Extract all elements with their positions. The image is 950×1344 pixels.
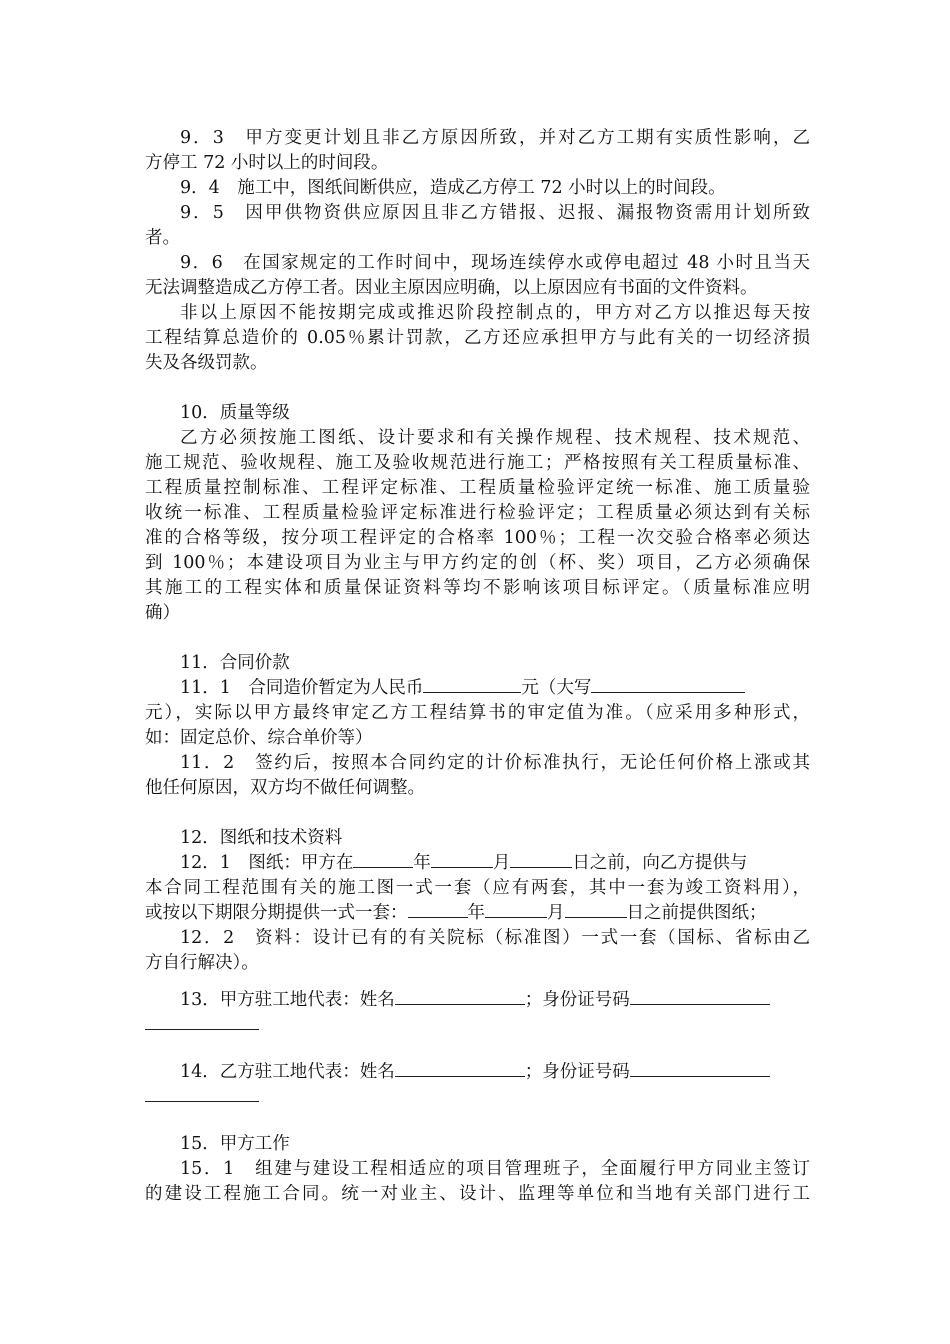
text-fragment: 年 [413,853,431,873]
text-fragment: 月 [492,853,511,873]
text-fragment: 日之前，向乙方提供与 [572,853,748,873]
text-line [180,851,810,875]
text-fragment: ；身份证号码 [524,990,630,1010]
text-fragment: 月 [547,903,565,923]
text-line [180,988,810,1012]
text-line: 方停工 72 小时以上的时间段。 [145,153,389,173]
text-line [180,676,810,700]
text-fragment: 元（大写 [521,678,592,698]
fill-in-blank [145,1013,259,1030]
fill-in-blank [145,1085,259,1102]
text-line [180,1060,810,1084]
text-line: 9．6 在国家规定的工作时间中，现场连续停水或停电超过 48 小时且当天 [180,253,810,273]
fill-in-blank [485,901,547,918]
text-fragment: ；身份证号码 [524,1062,630,1082]
fill-in-blank [630,1060,770,1077]
text-line: 方自行解决）。 [145,953,259,973]
text-line: 确） [145,603,180,623]
text-fragment: 年 [467,903,485,923]
text-fragment: 14．乙方驻工地代表：姓名 [180,1062,395,1082]
text-line: 工程质量控制标准、工程评定标准、工程质量检验评定统一标准、施工质量验 [145,478,810,498]
fill-in-blank [591,676,745,693]
text-line: 如：固定总价、综合单价等） [145,728,373,748]
text-line: 乙方必须按施工图纸、设计要求和有关操作规程、技术规程、技术规范、 [180,428,810,448]
text-line: 者。 [145,228,180,248]
text-line: 准的合格等级，按分项工程评定的合格率 100％；工程一次交验合格率必须达 [145,528,810,548]
text-line: 失及各级罚款。 [145,353,268,373]
section-heading: 10．质量等级 [180,403,290,423]
text-line [145,901,810,925]
text-line: 12．2 资料：设计已有的有关院标（标准图）一式一套（国标、省标由乙 [180,928,810,948]
text-line [145,1085,810,1109]
text-line: 到 100％；本建设项目为业主与甲方约定的创（杯、奖）项目，乙方必须确保 [145,553,810,573]
text-line: 9．3 甲方变更计划且非乙方原因所致，并对乙方工期有实质性影响，乙 [180,128,810,148]
text-line: 元），实际以甲方最终审定乙方工程结算书的审定值为准。（应采用多种形式， [145,703,810,723]
section-heading: 12．图纸和技术资料 [180,828,343,848]
fill-in-blank [630,988,770,1005]
text-line: 9．4 施工中，图纸间断供应，造成乙方停工 72 小时以上的时间段。 [180,178,726,198]
text-line: 收统一标准、工程质量检验评定标准进行检验评定；工程质量必须达到有关标 [145,503,810,523]
fill-in-blank [395,1060,525,1077]
text-line: 工程结算总造价的 0.05％累计罚款，乙方还应承担甲方与此有关的一切经济损 [145,328,810,348]
fill-in-blank [353,851,413,868]
text-line: 9．5 因甲供物资供应原因且非乙方错报、迟报、漏报物资需用计划所致 [180,203,810,223]
section-heading: 11．合同价款 [180,653,290,673]
text-line: 15．1 组建与建设工程相适应的项目管理班子，全面履行甲方同业主签订 [180,1159,810,1179]
text-fragment: 或按以下期限分期提供一式一套： [145,903,408,923]
fill-in-blank [510,851,572,868]
fill-in-blank [395,988,525,1005]
fill-in-blank [408,901,468,918]
text-line: 本合同工程范围有关的施工图一式一套（应有两套，其中一套为竣工资料用）， [145,878,810,898]
fill-in-blank [565,901,627,918]
text-line: 无法调整造成乙方停工者。因业主原因应明确，以上原因应有书面的文件资料。 [145,278,758,298]
text-line: 的建设工程施工合同。统一对业主、设计、监理等单位和当地有关部门进行工 [145,1184,810,1204]
text-line: 施工规范、验收规程、施工及验收规范进行施工；严格按照有关工程质量标准、 [145,453,810,473]
text-fragment: 12．1 图纸：甲方在 [180,853,354,873]
text-line: 他任何原因，双方均不做任何调整。 [145,778,425,798]
text-fragment: 13．甲方驻工地代表：姓名 [180,990,395,1010]
text-line: 其施工的工程实体和质量保证资料等均不影响该项目标评定。（质量标准应明 [145,578,810,598]
section-heading: 15．甲方工作 [180,1134,290,1154]
text-fragment: 11．1 合同造价暂定为人民币 [180,678,424,698]
fill-in-blank [431,851,493,868]
text-line: 11．2 签约后，按照本合同约定的计价标准执行，无论任何价格上涨或其 [180,753,810,773]
text-line: 非以上原因不能按期完成或推迟阶段控制点的，甲方对乙方以推迟每天按 [180,303,810,323]
fill-in-blank [423,676,521,693]
text-fragment: 日之前提供图纸； [626,903,767,923]
text-line [145,1013,810,1037]
